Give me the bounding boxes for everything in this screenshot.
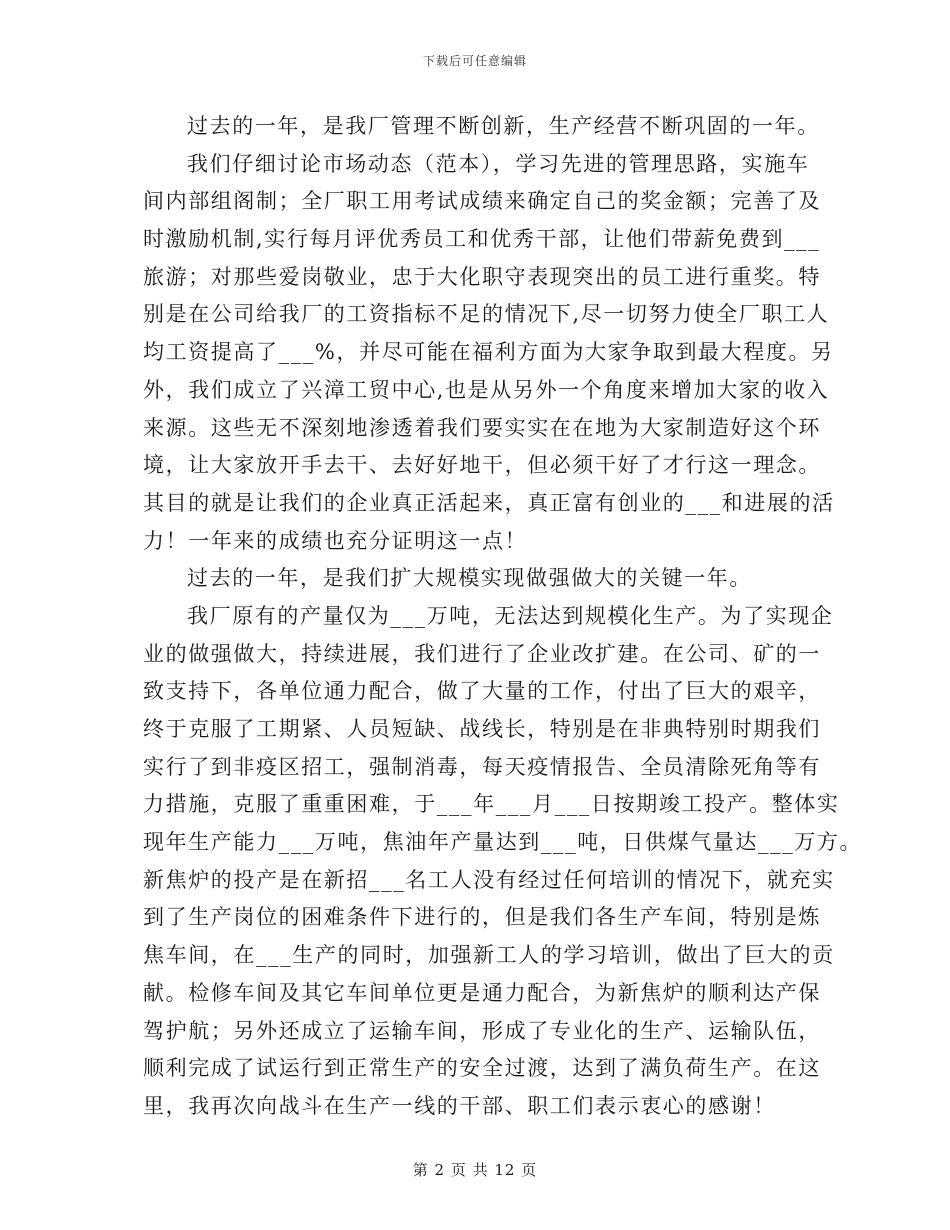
paragraph-line: 顺利完成了试运行到正常生产的安全过渡，达到了满负荷生产。在这 <box>143 1056 821 1081</box>
paragraph-line: 现年生产能力___万吨，焦油年产量达到___吨，日供煤气量达___万方。 <box>143 830 863 855</box>
paragraph-line: 旅游；对那些爱岗敬业，忠于大化职守表现突出的员工进行重奖。特 <box>143 264 821 289</box>
paragraph-line: 别是在公司给我厂的工资指标不足的情况下,尽一切努力使全厂职工人 <box>143 302 830 327</box>
paragraph-line: 我们仔细讨论市场动态（范本），学习先进的管理思路，实施车 <box>187 151 810 176</box>
paragraph-line: 到了生产岗位的困难条件下进行的，但是我们各生产车间，特别是炼 <box>143 905 821 930</box>
paragraph-line: 间内部组阁制；全厂职工用考试成绩来确定自己的奖金额；完善了及 <box>143 189 821 214</box>
page-number-footer: 第 2 页 共 12 页 <box>412 1161 538 1179</box>
paragraph-line: 我厂原有的产量仅为___万吨，无法达到规模化生产。为了实现企 <box>187 603 834 628</box>
paragraph-line: 献。检修车间及其它车间单位更是通力配合，为新焦炉的顺利达产保 <box>143 980 821 1005</box>
paragraph-line: 业的做强做大，持续进展，我们进行了企业改扩建。在公司、矿的一 <box>143 641 821 666</box>
paragraph-line: 其目的就是让我们的企业真正活起来，真正富有创业的___和进展的活 <box>143 490 835 515</box>
paragraph-line: 新焦炉的投产是在新招___名工人没有经过任何培训的情况下，就充实 <box>143 867 835 892</box>
paragraph-line: 里，我再次向战斗在生产一线的干部、职工们表示衷心的感谢！ <box>143 1093 776 1118</box>
paragraph-line: 均工资提高了___%，并尽可能在福利方面为大家争取到最大程度。另 <box>143 340 834 365</box>
paragraph-line: 终于克服了工期紧、人员短缺、战线长，特别是在非典特别时期我们 <box>143 717 821 741</box>
paragraph-line: 过去的一年，是我厂管理不断创新，生产经营不断巩固的一年。 <box>187 114 820 138</box>
paragraph-line: 力！一年来的成绩也充分证明这一点！ <box>143 528 528 553</box>
paragraph-line: 驾护航；另外还成立了运输车间，形成了专业化的生产、运输队伍， <box>143 1018 821 1043</box>
paragraph-line: 境，让大家放开手去干、去好好地干，但必须干好了才行这一理念。 <box>143 453 821 478</box>
paragraph-line: 致支持下，各单位通力配合，做了大量的工作，付出了巨大的艰辛， <box>143 679 821 704</box>
paragraph-line: 过去的一年，是我们扩大规模实现做强做大的关键一年。 <box>187 566 752 591</box>
paragraph-line: 来源。这些无不深刻地渗透着我们要实实在在地为大家制造好这个环 <box>143 415 821 440</box>
paragraph-line: 焦车间，在___生产的同时，加强新工人的学习培训，做出了巨大的贡 <box>143 943 835 968</box>
page-header: 下载后可任意编辑 <box>422 54 527 68</box>
paragraph-line: 实行了到非疫区招工，强制消毒，每天疫情报告、全员清除死角等有 <box>143 754 821 779</box>
document-body <box>143 108 863 1126</box>
paragraph-line: 力措施，克服了重重困难，于___年___月___日按期竣工投产。整体实 <box>143 792 840 817</box>
paragraph-line: 时激励机制,实行每月评优秀员工和优秀干部，让他们带薪免费到___ <box>143 227 821 252</box>
paragraph-line: 外，我们成立了兴漳工贸中心,也是从另外一个角度来增加大家的收入 <box>143 377 830 402</box>
